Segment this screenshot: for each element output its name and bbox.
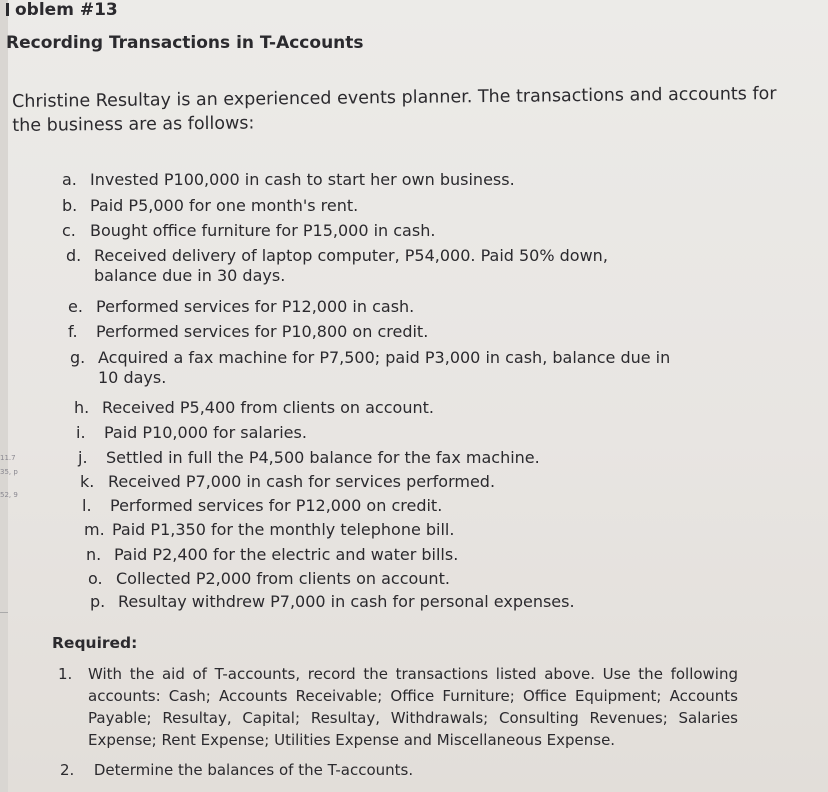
transaction-letter: n. — [86, 545, 102, 564]
transaction-item — [66, 246, 608, 286]
transaction-text: Collected P2,000 from clients on account. — [116, 569, 450, 588]
transaction-item — [80, 472, 495, 492]
transaction-text: Received P5,400 from clients on account. — [102, 398, 434, 417]
transaction-item — [68, 322, 428, 342]
transaction-letter: f. — [68, 322, 78, 341]
transaction-letter: p. — [90, 592, 106, 611]
transaction-item — [62, 170, 515, 190]
required-item-number: 1. — [58, 665, 73, 683]
transaction-text: Acquired a fax machine for P7,500; paid P3,000 in cash, balance due in — [98, 348, 671, 367]
transaction-letter: i. — [76, 423, 86, 442]
transaction-letter: l. — [82, 496, 92, 515]
transaction-item — [82, 496, 442, 516]
intro-paragraph: Christine Resultay is an experienced events planner. The transactions and accounts for the business are as follows: — [12, 83, 777, 136]
problem-title: oblem #13 — [6, 0, 118, 20]
transaction-text: Bought office furniture for P15,000 in cash. — [90, 221, 436, 240]
transaction-text: Settled in full the P4,500 balance for the fax machine. — [106, 448, 540, 467]
transaction-item — [86, 545, 458, 565]
required-item-text: Determine the balances of the T-accounts. — [93, 761, 414, 779]
left-margin-strip — [0, 0, 8, 792]
transaction-letter: o. — [88, 569, 103, 588]
margin-note: 11.7 — [0, 454, 16, 462]
transaction-item — [62, 196, 358, 216]
transaction-letter: j. — [78, 448, 88, 467]
transaction-letter: k. — [80, 472, 95, 491]
transaction-item — [88, 569, 450, 589]
transaction-item — [78, 448, 540, 468]
margin-note: 35, p — [0, 468, 18, 476]
transaction-text-continued: balance due in 30 days. — [94, 266, 286, 285]
page-subtitle: Recording Transactions in T-Accounts — [6, 33, 364, 53]
transaction-text: Paid P1,350 for the monthly telephone bill. — [112, 520, 455, 539]
required-item-2 — [60, 761, 413, 779]
transaction-text-continued: 10 days. — [98, 368, 167, 387]
transaction-text: Paid P5,000 for one month's rent. — [90, 196, 359, 215]
transaction-text: Received delivery of laptop computer, P54,000. Paid 50% down, — [94, 246, 608, 265]
transaction-letter: a. — [62, 170, 77, 189]
transaction-item — [90, 592, 575, 612]
required-item-number: 2. — [60, 761, 75, 779]
transaction-text: Paid P2,400 for the electric and water bills. — [114, 545, 459, 564]
transaction-letter: b. — [62, 196, 78, 215]
required-item-1 — [58, 663, 738, 751]
transaction-text: Performed services for P12,000 on credit. — [110, 496, 443, 515]
transaction-letter: e. — [68, 297, 83, 316]
transaction-item — [74, 398, 434, 418]
transaction-item — [68, 297, 414, 317]
transaction-item — [76, 423, 307, 443]
margin-note: 52, 9 — [0, 491, 18, 499]
transaction-item — [62, 221, 435, 241]
required-item-text: With the aid of T-accounts, record the transactions listed above. Use the following accounts: Cash; Accounts Receivable; Office Furniture; Office Equipment; Accounts Payable; Resultay, Capital; Resultay, Withdrawals; Consulting Revenues; Salaries Expense; Rent Expense; Utilities Expense and Miscellaneous Expense. — [88, 665, 738, 749]
transaction-letter: h. — [74, 398, 90, 417]
transaction-text: Invested P100,000 in cash to start her own business. — [90, 170, 515, 189]
transaction-text: Performed services for P12,000 in cash. — [96, 297, 415, 316]
required-label: Required: — [52, 634, 138, 652]
transaction-letter: g. — [70, 348, 86, 367]
transaction-letter: m. — [84, 520, 105, 539]
transaction-item — [84, 520, 454, 540]
transaction-item — [70, 348, 670, 388]
margin-divider — [0, 612, 8, 613]
transaction-letter: c. — [62, 221, 76, 240]
transaction-text: Paid P10,000 for salaries. — [104, 423, 307, 442]
transaction-letter: d. — [66, 246, 82, 265]
transaction-text: Resultay withdrew P7,000 in cash for personal expenses. — [118, 592, 575, 611]
transaction-text: Received P7,000 in cash for services performed. — [108, 472, 496, 491]
transaction-text: Performed services for P10,800 on credit. — [96, 322, 429, 341]
